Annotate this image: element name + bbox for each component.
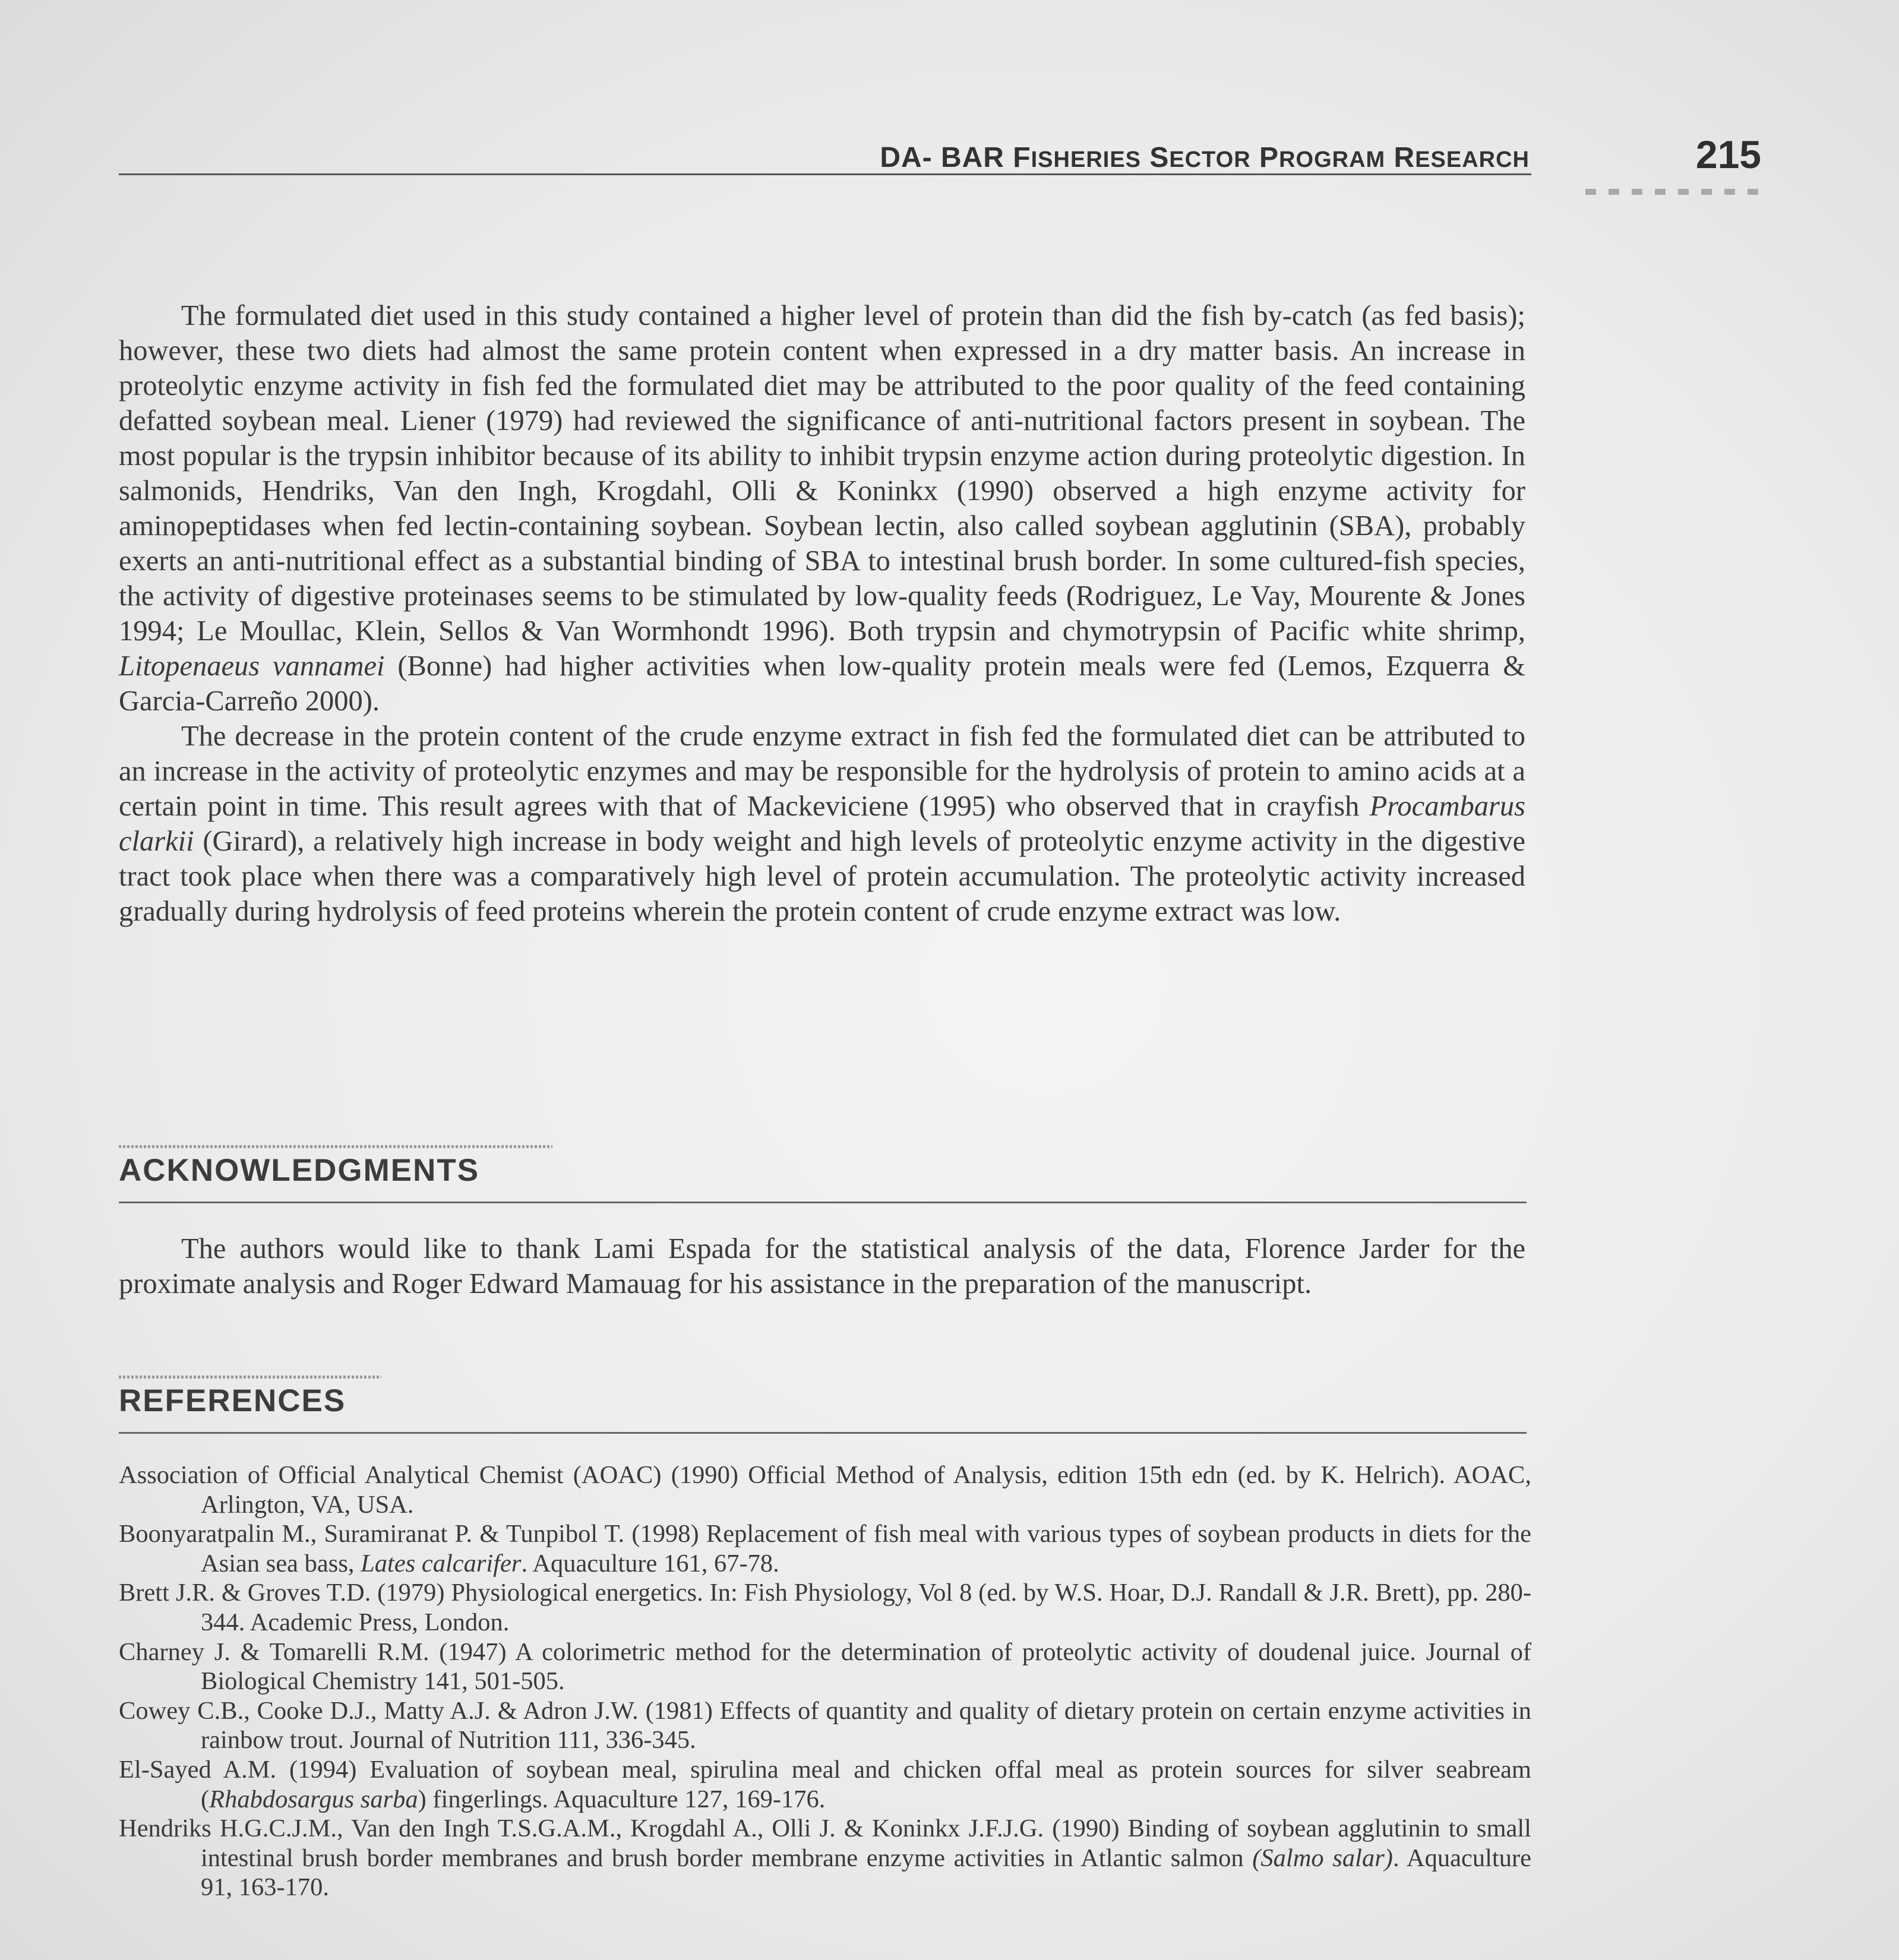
reference-item: Hendriks H.G.C.J.M., Van den Ingh T.S.G.A.M., Krogdahl A., Olli J. & Koninkx J.F.J.G. (1990) Binding of soybean agglutinin to small intestinal brush border membranes and brush border membrane enzyme activities in Atlantic salmon (Salmo salar). Aquaculture 91, 163-170. (119, 1814, 1531, 1902)
section-heading: REFERENCES (119, 1383, 346, 1418)
page-number: 215 (1695, 132, 1761, 176)
species-name: Lates calcarifer (361, 1549, 522, 1578)
species-name: Litopenaeus vannamei (119, 650, 385, 682)
header-decoration (1585, 189, 1758, 195)
reference-item: Association of Official Analytical Chemist (AOAC) (1990) Official Method of Analysis, edition 15th edn (ed. by K. Helrich). AOAC, Arlington, VA, USA. (119, 1461, 1531, 1519)
species-name: Procambarus clarkii (119, 791, 1525, 857)
paragraph: The decrease in the protein content of the crude enzyme extract in fish fed the formulated diet can be attributed to an increase in the activity of proteolytic enzymes and may be responsible for the hydrolysis of protein to amino acids at a certain point in time. This result agrees with that of Mackeviciene (1995) who observed that in crayfish Procambarus clarkii (Girard), a relatively high increase in body weight and high levels of proteolytic enzyme activity in the digestive tract took place when there was a comparatively high level of protein accumulation. The proteolytic activity increased gradually during hydrolysis of feed proteins wherein the protein content of crude enzyme extract was low. (119, 720, 1525, 927)
running-header (119, 132, 1761, 189)
heading-dotted-rule (119, 1376, 381, 1379)
journal-title: DA- BAR FISHERIES SECTOR PROGRAM RESEARCH (880, 142, 1530, 173)
reference-item: Cowey C.B., Cooke D.J., Matty A.J. & Adron J.W. (1981) Effects of quantity and quality of dietary protein on certain enzyme activities in rainbow trout. Journal of Nutrition 111, 336-345. (119, 1696, 1531, 1754)
reference-item: El-Sayed A.M. (1994) Evaluation of soybean meal, spirulina meal and chicken offal meal as protein sources for silver seabream (Rhabdosargus sarba) fingerlings. Aquaculture 127, 169-176. (119, 1755, 1531, 1813)
reference-list (119, 1460, 1531, 1902)
reference-item: Charney J. & Tomarelli R.M. (1947) A colorimetric method for the determination of proteolytic activity of doudenal juice. Journal of Biological Chemistry 141, 501-505. (119, 1637, 1531, 1696)
acknowledgments-text (119, 1231, 1525, 1301)
heading-dotted-rule (119, 1145, 552, 1148)
heading-rule (119, 1202, 1527, 1203)
acknowledgments-section (119, 1145, 1527, 1203)
paragraph: The authors would like to thank Lami Espada for the statistical analysis of the data, Florence Jarder for the proximate analysis and Roger Edward Mamauag for his assistance in the preparation of the manuscript. (119, 1233, 1525, 1300)
species-name: (Salmo salar) (1252, 1844, 1393, 1872)
reference-item: Brett J.R. & Groves T.D. (1979) Physiological energetics. In: Fish Physiology, Vol 8 (ed. by W.S. Hoar, D.J. Randall & J.R. Brett), pp. 280-344. Academic Press, London. (119, 1579, 1531, 1636)
references-section (119, 1376, 1527, 1434)
species-name: Rhabdosargus sarba (209, 1785, 418, 1813)
body-text (119, 298, 1525, 929)
section-heading: ACKNOWLEDGMENTS (119, 1153, 480, 1188)
paragraph: The formulated diet used in this study contained a higher level of protein than did the fish by-catch (as fed basis); however, these two diets had almost the same protein content when expressed in a dry matter basis. An increase in proteolytic enzyme activity in fish fed the formulated diet may be attributed to the poor quality of the feed containing defatted soybean meal. Liener (1979) had reviewed the significance of anti-nutritional factors present in soybean. The most popular is the trypsin inhibitor because of its ability to inhibit trypsin enzyme action during proteolytic digestion. In salmonids, Hendriks, Van den Ingh, Krogdahl, Olli & Koninkx (1990) observed a high enzyme activity for aminopeptidases when fed lectin-containing soybean. Soybean lectin, also called soybean agglutinin (SBA), probably exerts an anti-nutritional effect as a substantial binding of SBA to intestinal brush border. In some cultured-fish species, the activity of digestive proteinases seems to be stimulated by low-quality feeds (Rodriguez, Le Vay, Mourente & Jones 1994; Le Moullac, Klein, Sellos & Van Wormhondt 1996). Both trypsin and chymotrypsin of Pacific white shrimp, Litopenaeus vannamei (Bonne) had higher activities when low-quality protein meals were fed (Lemos, Ezquerra & Garcia-Carreño 2000). (119, 300, 1526, 717)
heading-rule (119, 1432, 1527, 1434)
reference-item: Boonyaratpalin M., Suramiranat P. & Tunpibol T. (1998) Replacement of fish meal with various types of soybean products in diets for the Asian sea bass, Lates calcarifer. Aquaculture 161, 67-78. (119, 1520, 1531, 1578)
